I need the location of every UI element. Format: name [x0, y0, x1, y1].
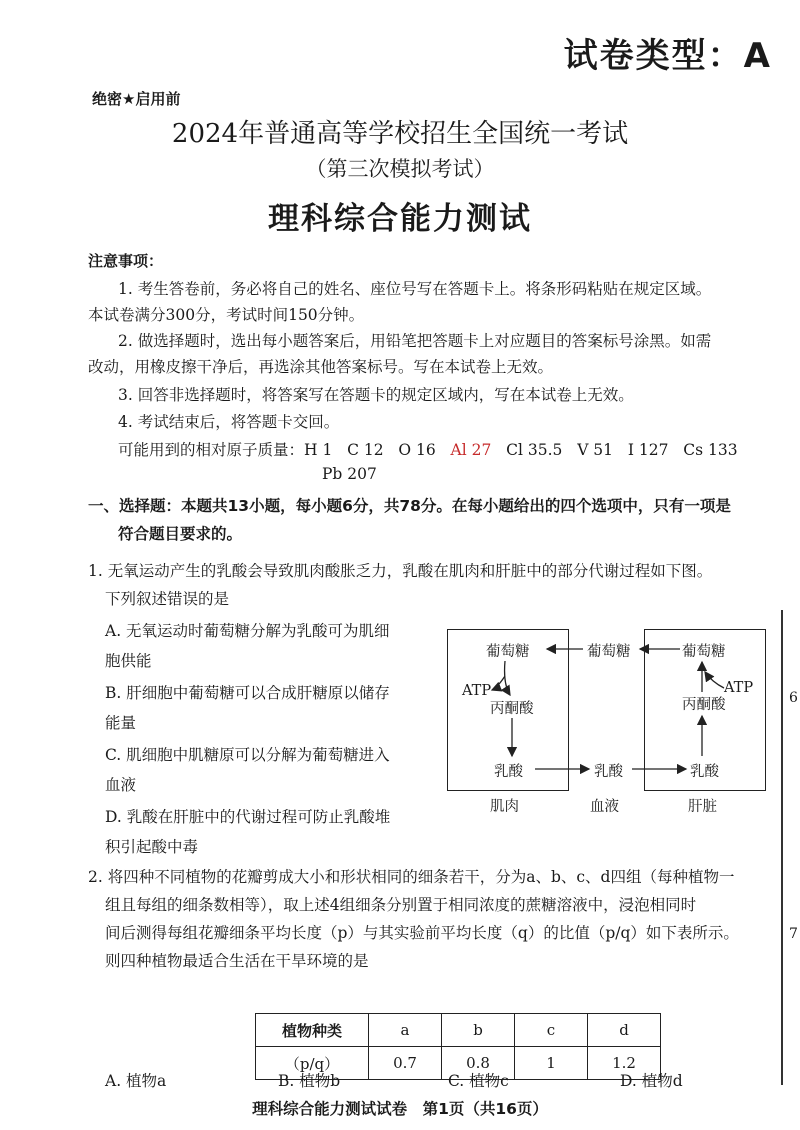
table-cell: （p/q） [256, 1047, 369, 1080]
atomic-mass-o: O 16 [398, 441, 436, 459]
margin-line [781, 610, 783, 1085]
table-cell: 1 [515, 1047, 588, 1080]
q1-option-a: A. 无氧运动时葡萄糖分解为乳酸可为肌细 [105, 622, 390, 640]
q1-option-c: C. 肌细胞中肌糖原可以分解为葡萄糖进入 [105, 746, 390, 764]
table-cell: 0.7 [369, 1047, 442, 1080]
table-header-cell: b [442, 1014, 515, 1047]
table-cell: 1.2 [588, 1047, 661, 1080]
notice-item-1: 1. 考生答卷前，务必将自己的姓名、座位号写在答题卡上。将条形码粘贴在规定区域。 [118, 280, 712, 298]
q2-stem: 2. 将四种不同植物的花瓣剪成大小和形状相同的细条若干，分为a、b、c、d四组（每种植物一 [88, 868, 735, 886]
margin-mark-7: 7 [789, 926, 798, 942]
exam-type-label: 试卷类型：A [563, 36, 772, 76]
q1-stem-cont: 下列叙述错误的是 [105, 590, 230, 608]
blood-glucose: 葡萄糖 [587, 644, 631, 660]
label-blood: 血液 [590, 799, 619, 815]
liver-atp: ATP [724, 680, 754, 696]
table-header-cell: 植物种类 [256, 1014, 369, 1047]
muscle-pyruvate: 丙酮酸 [490, 701, 534, 717]
secret-label: 绝密★启用前 [92, 90, 181, 108]
table-row [256, 1014, 661, 1047]
notice-item-1-cont: 本试卷满分300分，考试时间150分钟。 [88, 306, 365, 324]
atomic-mass-c: C 12 [347, 441, 384, 459]
page-footer: 理科综合能力测试试卷 第1页（共16页） [252, 1100, 548, 1118]
muscle-atp: ATP [462, 683, 492, 699]
muscle-glucose: 葡萄糖 [486, 644, 530, 660]
q1-option-c-cont: 血液 [105, 776, 137, 794]
exam-title: 2024年普通高等学校招生全国统一考试 [171, 119, 629, 149]
section-1-heading: 一、选择题：本题共13小题，每小题6分，共78分。在每小题给出的四个选项中，只有一项是 [88, 497, 731, 515]
liver-lactate: 乳酸 [690, 764, 719, 780]
arrow-glucose-to-pyruvate-muscle [505, 661, 510, 695]
atomic-mass-h: H 1 [304, 441, 333, 459]
notice-item-2-cont: 改动，用橡皮擦干净后，再选涂其他答案标号。写在本试卷上无效。 [88, 358, 554, 376]
liver-pyruvate: 丙酮酸 [682, 697, 726, 713]
blood-lactate: 乳酸 [594, 764, 623, 780]
notice-item-2: 2. 做选择题时，选出每小题答案后，用铅笔把答题卡上对应题目的答案标号涂黑。如需 [118, 332, 712, 350]
q2-option-a: A. 植物a [105, 1072, 167, 1090]
q1-stem: 1. 无氧运动产生的乳酸会导致肌肉酸胀乏力，乳酸在肌肉和肝脏中的部分代谢过程如下图。 [88, 562, 713, 580]
muscle-lactate: 乳酸 [494, 764, 523, 780]
notice-item-3: 3. 回答非选择题时，将答案写在答题卡的规定区域内，写在本试卷上无效。 [118, 386, 634, 404]
q1-option-b-cont: 能量 [105, 714, 137, 732]
atomic-mass-al: Al 27 [450, 441, 492, 459]
notice-heading: 注意事项： [88, 252, 164, 270]
atomic-mass-cs: Cs 133 [683, 441, 738, 459]
arrow-atp-muscle [492, 676, 505, 690]
notice-item-4: 4. 考试结束后，将答题卡交回。 [118, 413, 340, 431]
q1-option-d-cont: 积引起酸中毒 [105, 838, 199, 856]
q1-option-a-cont: 胞供能 [105, 652, 152, 670]
table-header-cell: c [515, 1014, 588, 1047]
table-header-cell: a [369, 1014, 442, 1047]
atomic-mass-cl: Cl 35.5 [506, 441, 563, 459]
atomic-mass-v: V 51 [577, 441, 614, 459]
label-muscle: 肌肉 [490, 799, 519, 815]
q1-option-b: B. 肝细胞中葡萄糖可以合成肝糖原以储存 [105, 684, 390, 702]
atomic-mass-pb: Pb 207 [322, 465, 377, 483]
q2-stem-cont-1: 组且每组的细条数相等），取上述4组细条分别置于相同浓度的蔗糖溶液中，浸泡相同时 [105, 896, 697, 914]
atomic-mass-label: 可能用到的相对原子质量： [118, 441, 305, 459]
q2-stem-cont-3: 则四种植物最适合生活在干旱环境的是 [105, 952, 369, 970]
exam-subtitle: （第三次模拟考试） [305, 157, 495, 181]
q2-option-c: C. 植物c [448, 1072, 509, 1090]
table-header-cell: d [588, 1014, 661, 1047]
margin-mark-6: 6 [789, 690, 798, 706]
section-1-heading-cont: 符合题目要求的。 [118, 525, 243, 543]
q2-option-b: B. 植物b [278, 1072, 341, 1090]
q2-option-d: D. 植物d [620, 1072, 683, 1090]
q1-option-d: D. 乳酸在肝脏中的代谢过程可防止乳酸堆 [105, 808, 391, 826]
arrow-atp-liver [705, 672, 724, 688]
table-cell: 0.8 [442, 1047, 515, 1080]
liver-glucose: 葡萄糖 [682, 644, 726, 660]
label-liver: 肝脏 [688, 799, 717, 815]
atomic-mass-i: I 127 [627, 441, 669, 459]
q2-stem-cont-2: 间后测得每组花瓣细条平均长度（p）与其实验前平均长度（q）的比值（p/q）如下表所示。 [105, 924, 739, 942]
paper-title: 理科综合能力测试 [268, 201, 532, 237]
